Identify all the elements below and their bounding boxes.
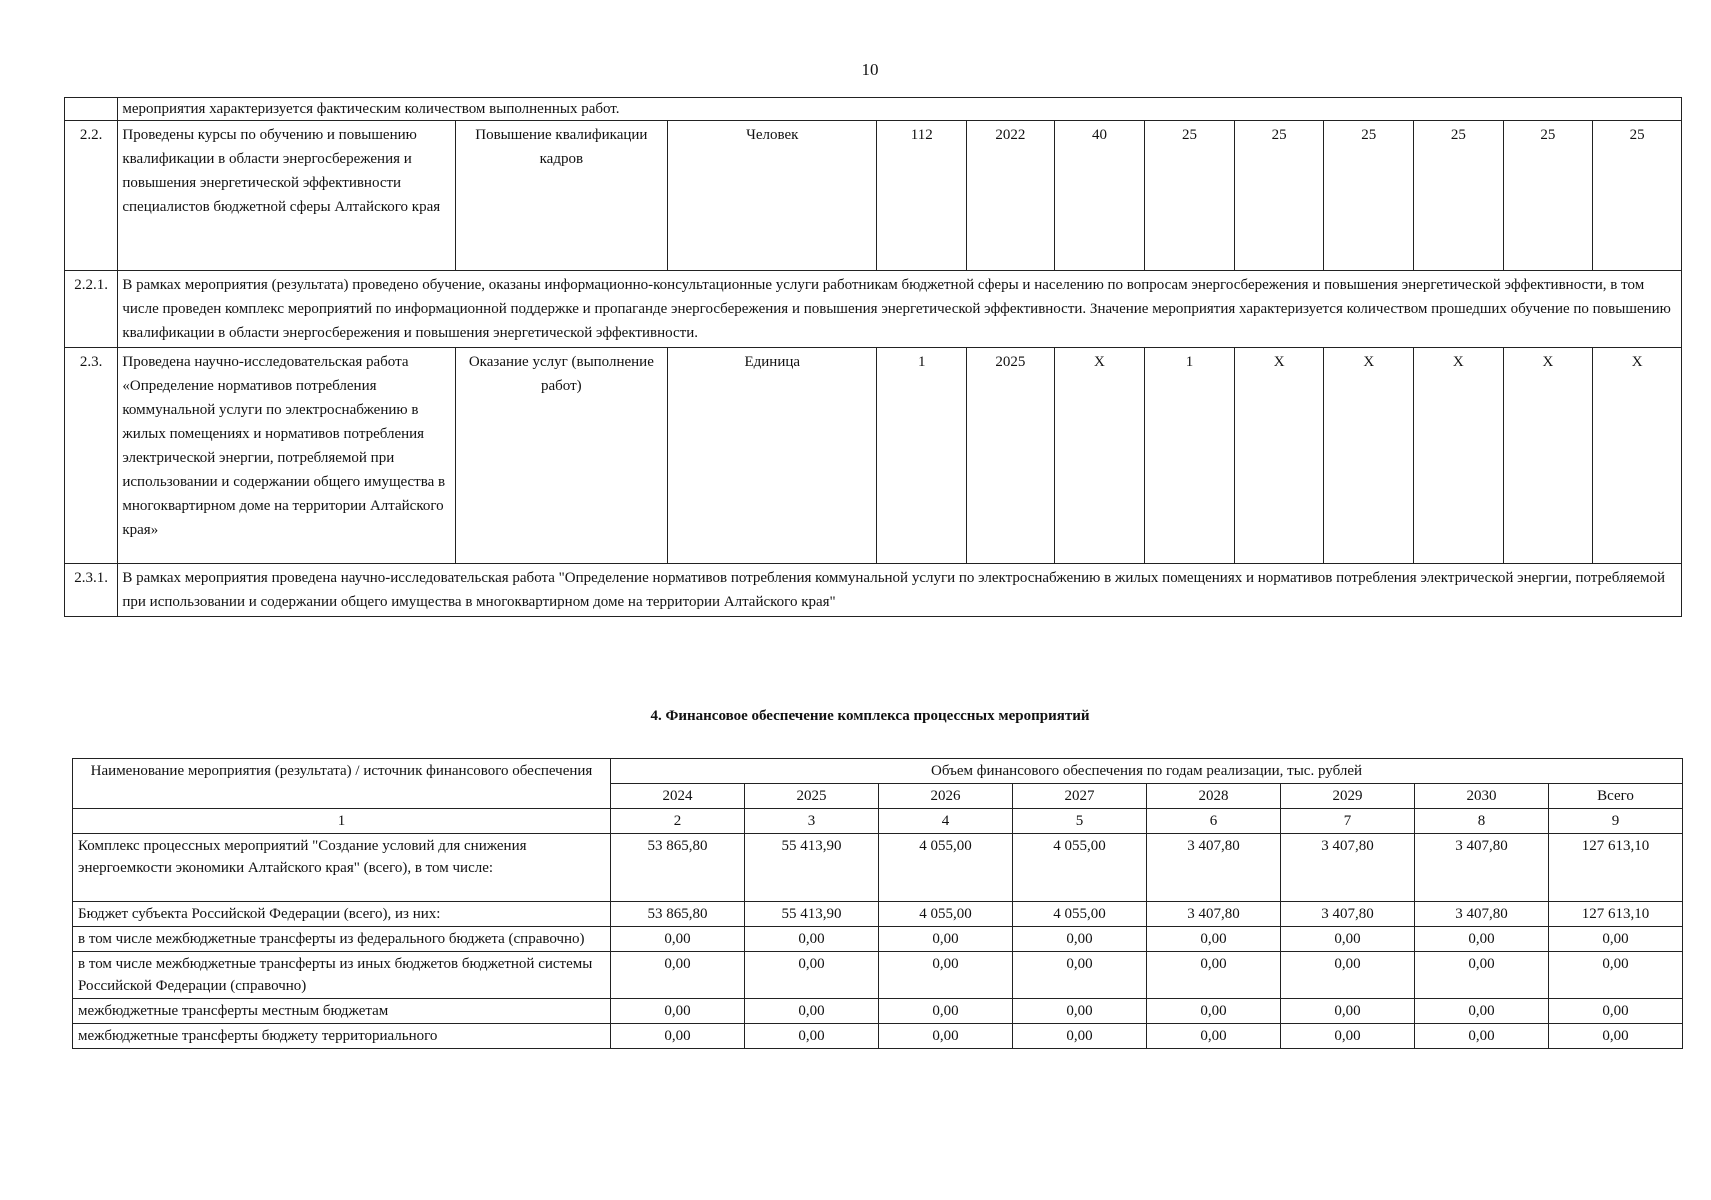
row-name: межбюджетные трансферты местным бюджетам	[73, 999, 611, 1024]
row-name: Проведены курсы по обучению и повышению квалификации в области энергосбережения и повышения энергетической эффективности специалистов бюджетной сферы Алтайского края	[118, 121, 455, 271]
header-year: 2029	[1281, 784, 1415, 809]
row-value: 0,00	[1281, 1024, 1415, 1049]
row-value: 0,00	[1013, 952, 1147, 999]
row-total: 0,00	[1549, 952, 1683, 999]
row-description: В рамках мероприятия проведена научно-исследовательская работа "Определение нормативов потребления коммунальной услуги по электроснабжению в жилых помещениях и нормативов потребления электрической энергии, потребляемой при использовании и содержании общего имущества в многоквартирном доме на территории Алтайского края"	[118, 564, 1682, 617]
row-number: 2.2.1.	[65, 271, 118, 348]
row-name: Бюджет субъекта Российской Федерации (всего), из них:	[73, 902, 611, 927]
table-row	[65, 271, 1682, 348]
row-value: 0,00	[611, 999, 745, 1024]
header-year: 2024	[611, 784, 745, 809]
row-value: Х	[1503, 348, 1593, 564]
table-row	[65, 98, 1682, 121]
row-base-value: 112	[877, 121, 967, 271]
row-value: 0,00	[879, 927, 1013, 952]
row-total: 0,00	[1549, 927, 1683, 952]
row-unit: Единица	[668, 348, 877, 564]
row-value: 3 407,80	[1415, 902, 1549, 927]
row-description: В рамках мероприятия (результата) проведено обучение, оказаны информационно-консультационные услуги работникам бюджетной сферы и населению по вопросам энергосбережения и повышения энергетической эффективности, в том числе проведен комплекс мероприятий по информационной поддержке и пропаганде энергосбережения и повышения энергетической эффективности. Значение мероприятия характеризуется количеством прошедших обучение по повышению квалификации в области энергосбережения и повышения энергетической эффективности.	[118, 271, 1682, 348]
row-value: 25	[1593, 121, 1682, 271]
row-value: 3 407,80	[1281, 834, 1415, 902]
row-value: 0,00	[1013, 927, 1147, 952]
row-value: 4 055,00	[879, 834, 1013, 902]
row-value: 0,00	[879, 1024, 1013, 1049]
table-header-row	[73, 759, 1683, 784]
row-name: Проведена научно-исследовательская работа «Определение нормативов потребления коммунальной услуги по электроснабжению в жилых помещениях и нормативов потребления электрической энергии, потребляемой при использовании и содержании общего имущества в многоквартирном доме на территории Алтайского края»	[118, 348, 455, 564]
row-number	[65, 98, 118, 121]
row-value: 3 407,80	[1281, 902, 1415, 927]
row-value: 0,00	[1415, 927, 1549, 952]
table-row	[65, 348, 1682, 564]
page-number: 10	[861, 60, 879, 79]
row-value: 0,00	[1147, 1024, 1281, 1049]
row-value: 0,00	[1415, 952, 1549, 999]
row-value: 0,00	[745, 1024, 879, 1049]
row-value: 25	[1503, 121, 1593, 271]
row-value: 0,00	[1281, 927, 1415, 952]
row-value: 4 055,00	[1013, 902, 1147, 927]
table-row	[73, 999, 1683, 1024]
row-value: 0,00	[1415, 999, 1549, 1024]
header-year: 2030	[1415, 784, 1549, 809]
column-number: 4	[879, 809, 1013, 834]
row-name: Комплекс процессных мероприятий "Создание условий для снижения энергоемкости экономики Алтайского края" (всего), в том числе:	[73, 834, 611, 902]
row-value: 0,00	[611, 1024, 745, 1049]
row-base-year: 2022	[967, 121, 1055, 271]
row-value: Х	[1414, 348, 1504, 564]
row-value: 1	[1145, 348, 1235, 564]
row-value: Х	[1593, 348, 1682, 564]
column-number: 6	[1147, 809, 1281, 834]
row-number: 2.3.	[65, 348, 118, 564]
row-value: 40	[1054, 121, 1145, 271]
header-name: Наименование мероприятия (результата) / источник финансового обеспечения	[73, 759, 611, 809]
table-row	[73, 952, 1683, 999]
row-total: 127 613,10	[1549, 902, 1683, 927]
row-value: 25	[1324, 121, 1414, 271]
header-year: 2027	[1013, 784, 1147, 809]
column-number-row	[73, 809, 1683, 834]
row-value: 0,00	[745, 927, 879, 952]
column-number: 9	[1549, 809, 1683, 834]
row-total: 0,00	[1549, 999, 1683, 1024]
row-value: 0,00	[1147, 999, 1281, 1024]
row-value: 0,00	[1281, 952, 1415, 999]
row-value: 0,00	[1013, 999, 1147, 1024]
table-row	[73, 902, 1683, 927]
table-row	[73, 834, 1683, 902]
column-number: 8	[1415, 809, 1549, 834]
row-value: 0,00	[1013, 1024, 1147, 1049]
row-type: Повышение квалификации кадров	[455, 121, 667, 271]
row-value: 25	[1145, 121, 1235, 271]
row-value: 53 865,80	[611, 902, 745, 927]
row-total: 127 613,10	[1549, 834, 1683, 902]
row-description: мероприятия характеризуется фактическим количеством выполненных работ.	[118, 98, 1682, 121]
row-value: 55 413,90	[745, 834, 879, 902]
column-number: 7	[1281, 809, 1415, 834]
row-value: Х	[1054, 348, 1145, 564]
row-value: 25	[1234, 121, 1324, 271]
row-base-year: 2025	[967, 348, 1055, 564]
row-value: 0,00	[879, 999, 1013, 1024]
header-total: Всего	[1549, 784, 1683, 809]
row-value: 0,00	[1415, 1024, 1549, 1049]
row-number: 2.3.1.	[65, 564, 118, 617]
header-year: 2025	[745, 784, 879, 809]
column-number: 5	[1013, 809, 1147, 834]
row-value: 3 407,80	[1147, 902, 1281, 927]
table-row	[65, 121, 1682, 271]
row-value: 3 407,80	[1147, 834, 1281, 902]
row-value: 0,00	[1281, 999, 1415, 1024]
row-value: 0,00	[745, 952, 879, 999]
row-name: в том числе межбюджетные трансферты из федерального бюджета (справочно)	[73, 927, 611, 952]
row-value: 0,00	[611, 927, 745, 952]
row-value: 55 413,90	[745, 902, 879, 927]
row-base-value: 1	[877, 348, 967, 564]
table-row	[73, 927, 1683, 952]
row-value: 0,00	[1147, 927, 1281, 952]
row-total: 0,00	[1549, 1024, 1683, 1049]
table-row	[73, 1024, 1683, 1049]
row-value: Х	[1324, 348, 1414, 564]
row-value: 53 865,80	[611, 834, 745, 902]
row-value: 0,00	[611, 952, 745, 999]
row-type: Оказание услуг (выполнение работ)	[455, 348, 667, 564]
row-value: 0,00	[879, 952, 1013, 999]
section-title: 4. Финансовое обеспечение комплекса процессных мероприятий	[650, 708, 1090, 724]
row-value: 4 055,00	[1013, 834, 1147, 902]
header-volume: Объем финансового обеспечения по годам реализации, тыс. рублей	[611, 759, 1683, 784]
measures-table	[64, 97, 1682, 617]
row-value: 3 407,80	[1415, 834, 1549, 902]
header-year: 2028	[1147, 784, 1281, 809]
row-value: 0,00	[1147, 952, 1281, 999]
header-year: 2026	[879, 784, 1013, 809]
table-row	[65, 564, 1682, 617]
row-name: в том числе межбюджетные трансферты из иных бюджетов бюджетной системы Российской Федерации (справочно)	[73, 952, 611, 999]
row-value: 0,00	[745, 999, 879, 1024]
column-number: 3	[745, 809, 879, 834]
finance-table	[72, 758, 1683, 1049]
row-unit: Человек	[668, 121, 877, 271]
row-name: межбюджетные трансферты бюджету территориального	[73, 1024, 611, 1049]
row-value: 4 055,00	[879, 902, 1013, 927]
row-value: 25	[1414, 121, 1504, 271]
row-number: 2.2.	[65, 121, 118, 271]
row-value: Х	[1234, 348, 1324, 564]
column-number: 2	[611, 809, 745, 834]
column-number: 1	[73, 809, 611, 834]
